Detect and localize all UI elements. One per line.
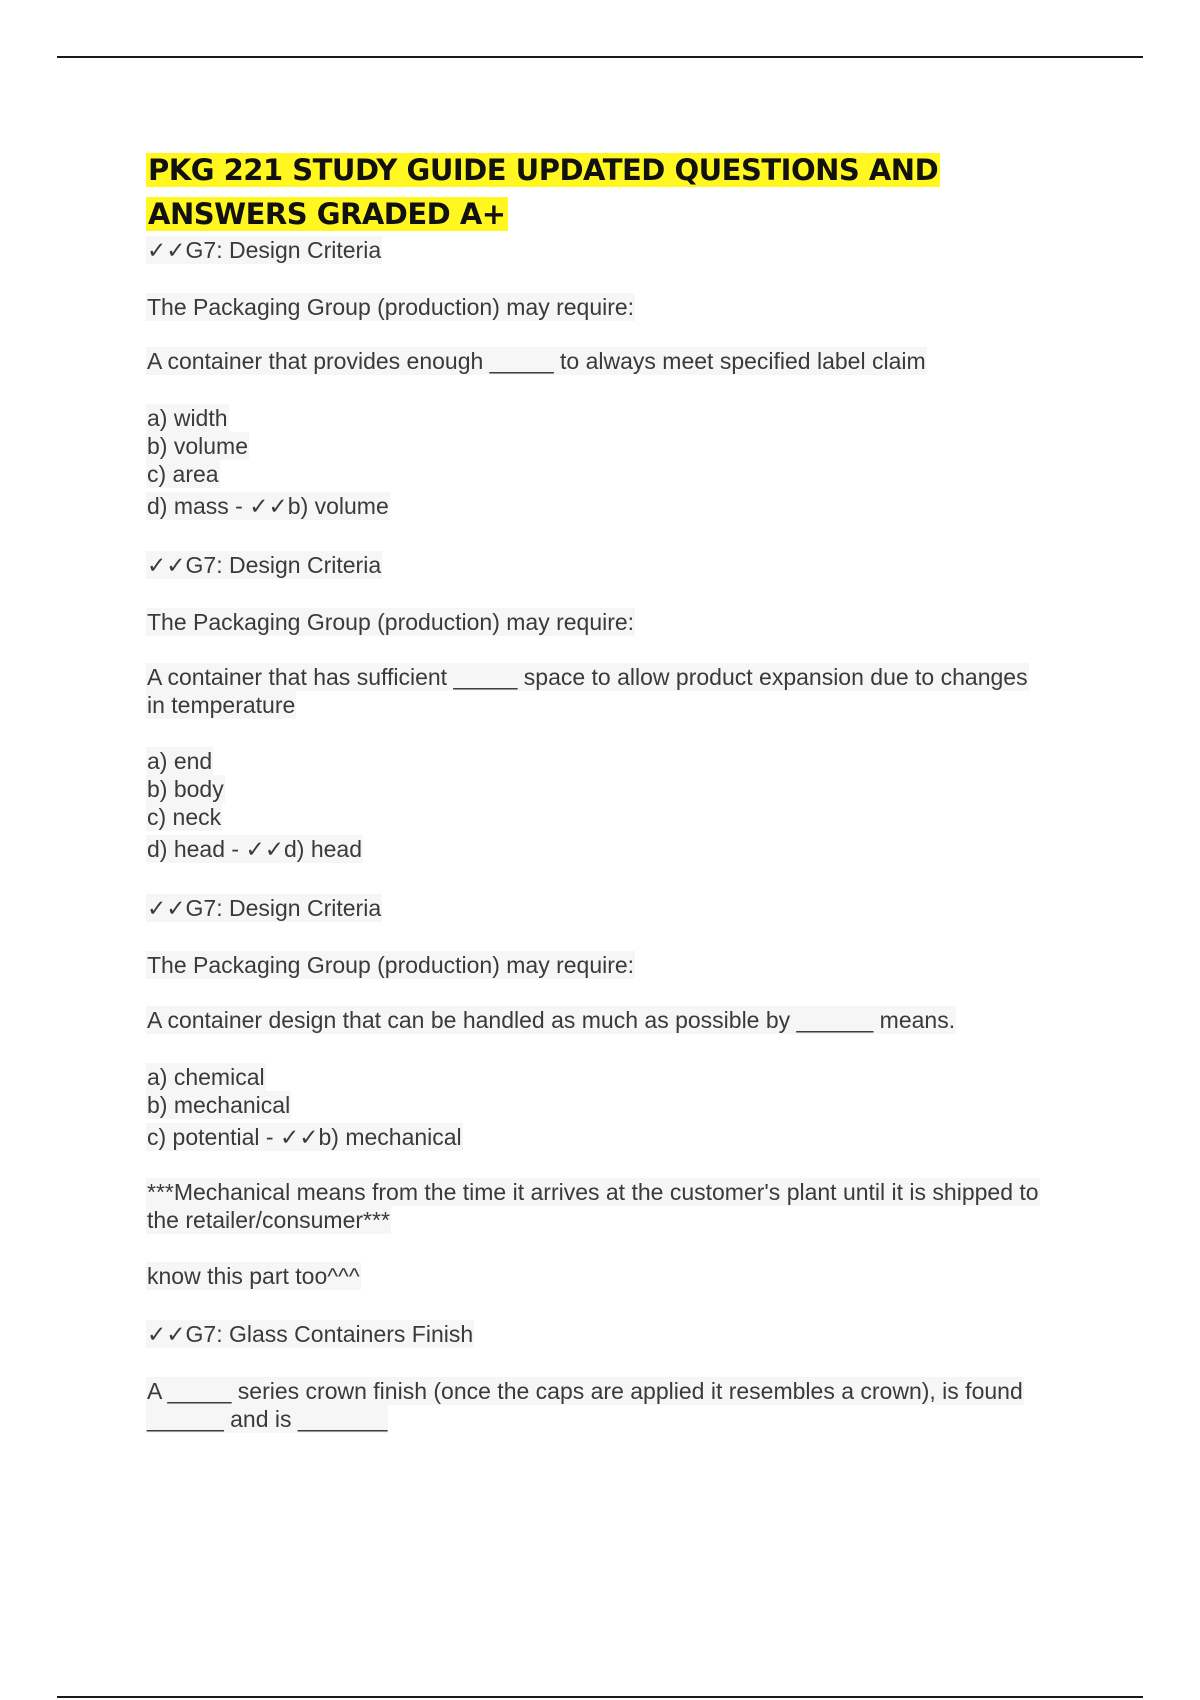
q2-heading: ✓✓G7: Design Criteria	[147, 552, 382, 578]
option: a) end	[147, 748, 213, 774]
q3-options	[146, 1063, 1106, 1151]
option: a) width	[147, 405, 228, 431]
option: b) body	[147, 776, 224, 802]
title-line-2: ANSWERS GRADED A+	[148, 197, 506, 231]
option: c) neck	[147, 804, 222, 830]
q3-note: ***Mechanical means from the time it arrives at the customer's plant until it is shipped to the retailer/consumer***	[147, 1179, 1039, 1233]
answer-option: d) mass - ✓✓b) volume	[147, 493, 389, 519]
footer-rule	[57, 1696, 1143, 1698]
option: b) volume	[147, 433, 248, 459]
q1-heading: ✓✓G7: Design Criteria	[147, 237, 382, 263]
answer-option: c) potential - ✓✓b) mechanical	[147, 1124, 462, 1150]
q2-question: A container that has sufficient _____ space to allow product expansion due to changes in temperature	[147, 664, 1028, 718]
q2-options	[146, 747, 1106, 863]
document-title	[146, 148, 1096, 236]
q1-intro: The Packaging Group (production) may require:	[147, 294, 635, 320]
option: a) chemical	[147, 1064, 265, 1090]
q3-intro: The Packaging Group (production) may require:	[147, 952, 635, 978]
option: b) mechanical	[147, 1092, 291, 1118]
q3-note-2: know this part too^^^	[147, 1263, 360, 1289]
q1-question: A container that provides enough _____ to always meet specified label claim	[147, 348, 926, 374]
option: c) area	[147, 461, 219, 487]
q4-question: A _____ series crown finish (once the caps are applied it resembles a crown), is found ______ and is _______	[147, 1378, 1023, 1432]
q4-heading: ✓✓G7: Glass Containers Finish	[147, 1321, 474, 1347]
q3-heading: ✓✓G7: Design Criteria	[147, 895, 382, 921]
q3-question: A container design that can be handled as much as possible by ______ means.	[147, 1007, 956, 1033]
q2-intro: The Packaging Group (production) may require:	[147, 609, 635, 635]
answer-option: d) head - ✓✓d) head	[147, 836, 362, 862]
header-rule	[57, 56, 1143, 58]
title-line-1: PKG 221 STUDY GUIDE UPDATED QUESTIONS AND	[148, 153, 939, 187]
q1-options	[146, 404, 1106, 520]
